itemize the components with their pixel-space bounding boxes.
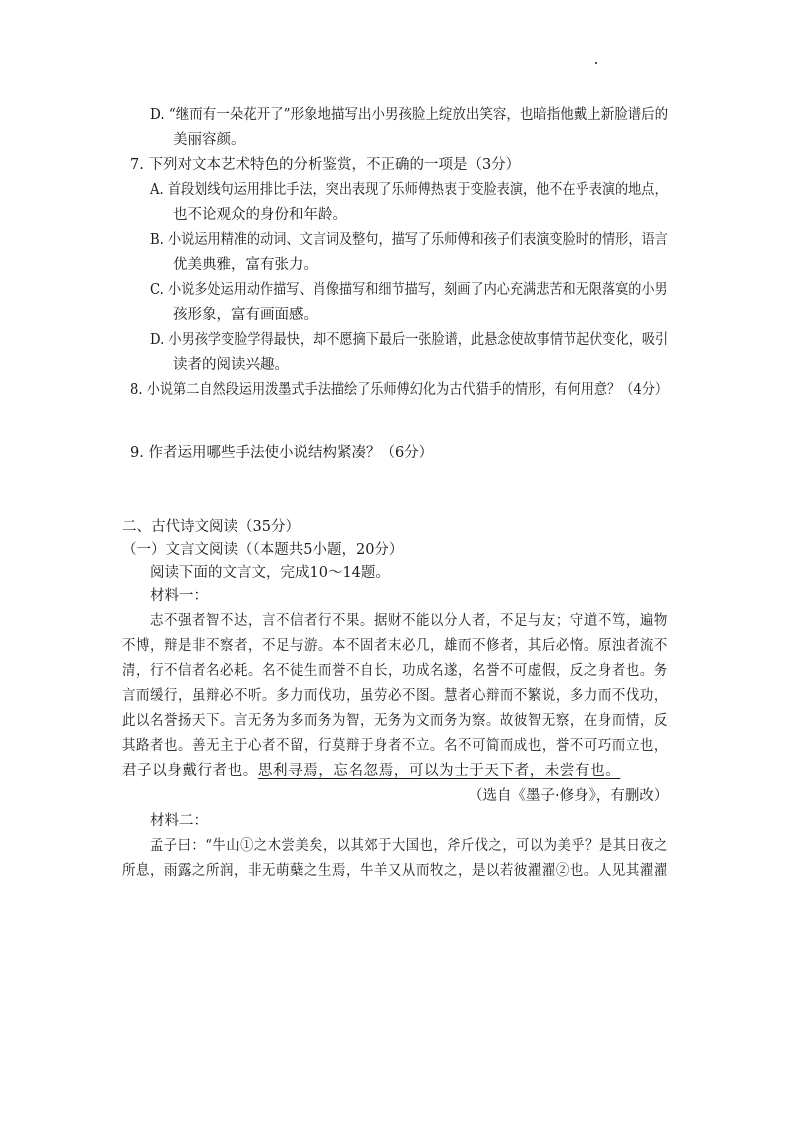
section2-subtitle: （一）文言文阅读（（本题共5小题，20分）	[122, 542, 404, 558]
material1-last-plain: 君子以身戴行者也。	[122, 763, 258, 779]
q7-stem: 7. 下列对文本艺术特色的分析鉴赏，不正确的一项是（3分）	[130, 157, 521, 173]
material1-line: 其路者也。善无主于心者不留，行莫辩于身者不立。名不可简而成也，誉不可巧而立也，	[122, 738, 668, 754]
material1-line: 言而缓行，虽辩必不听。多力而伐功，虽劳必不图。慧者心辩而不繁说，多力而不伐功，	[122, 688, 668, 704]
scan-speck	[595, 62, 597, 64]
q7-option-b-line1: B. 小说运用精准的动词、文言词及整句，描写了乐师傅和孩子们表演变脸时的情形，语言	[150, 232, 668, 248]
material2-label: 材料二：	[150, 813, 208, 829]
q7-option-d-line1: D. 小男孩学变脸学得最快，却不愿摘下最后一张脸谱，此悬念使故事情节起伏变化，吸引	[150, 332, 669, 348]
q9-stem: 9. 作者运用哪些手法使小说结构紧凑？（6分）	[130, 445, 434, 461]
material1-line: 此以名誉扬天下。言无务为多而务为智，无务为文而务为察。故彼智无察，在身而情，反	[122, 713, 668, 729]
material1-line: 不博，辩是非不察者，不足与游。本不固者末必几，雄而不修者，其后必惰。原浊者流不	[122, 638, 668, 654]
q6-option-d-line2: 美丽容颜。	[173, 132, 246, 148]
section2-title: 二、古代诗文阅读（35分）	[122, 519, 300, 535]
q7-option-d-line2: 读者的阅读兴趣。	[173, 357, 289, 373]
material1-last-line	[122, 762, 620, 780]
q7-option-c-line2: 孩形象，富有画面感。	[173, 307, 318, 323]
material1-line: 清，行不信者名必耗。名不徒生而誉不自长，功成名遂，名誉不可虚假，反之身者也。务	[122, 663, 668, 679]
q7-option-a-line2: 也不论观众的身份和年龄。	[173, 207, 347, 223]
material1-source: （选自《墨子·修身》，有删改）	[468, 788, 669, 804]
material2-line: 所息，雨露之所润，非无萌蘖之生焉，牛羊又从而牧之，是以若彼濯濯②也。人见其濯濯	[122, 863, 668, 879]
q6-option-d-line1: D. “继而有一朵花开了”形象地描写出小男孩脸上绽放出笑容，也暗指他戴上新脸谱后的	[150, 107, 669, 123]
q8-stem: 8. 小说第二自然段运用泼墨式手法描绘了乐师傅幻化为古代猎手的情形，有何用意？（4分）	[130, 382, 669, 398]
q7-option-b-line2: 优美典雅，富有张力。	[173, 257, 318, 273]
material2-line: 孟子曰：“牛山①之木尝美矣，以其郊于大国也，斧斤伐之，可以为美乎？是其日夜之	[150, 838, 668, 854]
section2-instruction: 阅读下面的文言文，完成10～14题。	[150, 565, 390, 581]
material1-underlined-sentence: 思利寻焉，忘名忽焉，可以为士于天下者，未尝有也。	[257, 763, 621, 779]
q7-option-a-line1: A. 首段划线句运用排比手法，突出表现了乐师傅热衷于变脸表演，他不在乎表演的地点，	[150, 182, 668, 198]
material1-line: 志不强者智不达，言不信者行不果。据财不能以分人者，不足与友；守道不笃，遍物	[150, 613, 668, 629]
material1-label: 材料一：	[150, 588, 208, 604]
q7-option-c-line1: C. 小说多处运用动作描写、肖像描写和细节描写，刻画了内心充满悲苦和无限落寞的小男	[150, 282, 668, 298]
